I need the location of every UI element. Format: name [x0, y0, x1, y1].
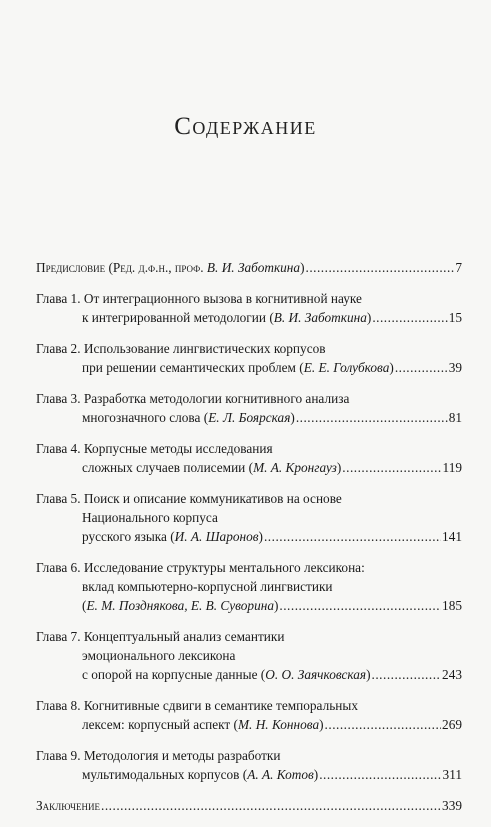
toc-entry-chapter-8: Глава 8. Когнитивные сдвиги в семантике темпоральных лексем: корпусный аспект (М. Н. Коннова) ..... 269: [36, 696, 462, 734]
leader-dots: [101, 796, 441, 815]
entry-title-line: Национального корпуса: [82, 510, 218, 525]
page-number: 119: [442, 460, 462, 475]
leader-dots: [296, 408, 448, 427]
entry-author: Е. Л. Боярская: [208, 410, 291, 425]
toc-entry-chapter-7: Глава 7. Концептуальный анализ семантики эмоционального лексикона с опорой на корпусные данные (О. О. Заячковская) ..... 243: [36, 627, 462, 684]
page-number: 243: [442, 667, 462, 682]
entry-title-line: Глава 4. Корпусные методы исследования: [36, 441, 273, 456]
entry-title-line: многозначного слова (: [82, 410, 209, 425]
toc-entry-conclusion: [36, 796, 462, 815]
entry-title-line: Глава 2. Использование лингвистических корпусов: [36, 341, 326, 356]
leader-dots: [319, 765, 441, 784]
entry-author: В. И. Заботкина: [206, 260, 301, 275]
page-number: 141: [442, 529, 462, 544]
entry-title-line: эмоционального лексикона: [82, 648, 236, 663]
entry-author: В. И. Заботкина: [273, 310, 367, 325]
toc-entry-chapter-5: Глава 5. Поиск и описание коммуникативов на основе Национального корпуса русского языка (И. А. Шаронов) ..... 141: [36, 489, 462, 546]
leader-dots: [342, 458, 441, 477]
page-number: 311: [442, 767, 462, 782]
entry-title-line: Глава 1. От интеграционного вызова в когнитивной науке: [36, 291, 362, 306]
toc-entry-chapter-1: Глава 1. От интеграционного вызова в когнитивной науке к интегрированной методологии (В. И. Заботкина) ..... 15: [36, 289, 462, 327]
toc-entry-chapter-2: Глава 2. Использование лингвистических корпусов при решении семантических проблем (Е. Е. Голубкова) ..... 39: [36, 339, 462, 377]
page-number: 81: [448, 410, 462, 425]
toc-entry-chapter-9: Глава 9. Методология и методы разработки мультимодальных корпусов (А. А. Котов) ..... 311: [36, 746, 462, 784]
leader-dots: [325, 715, 442, 734]
toc-entry-chapter-6: Глава 6. Исследование структуры ментального лексикона: вклад компьютерно-корпусной лингвистики (Е. М. Позднякова, Е. В. Суворина) ..... 185: [36, 558, 462, 615]
leader-dots: [306, 258, 455, 277]
entry-author: А. А. Котов: [247, 767, 314, 782]
entry-title-line: Глава 6. Исследование структуры ментального лексикона:: [36, 560, 365, 575]
entry-title-line: Глава 8. Когнитивные сдвиги в семантике темпоральных: [36, 698, 358, 713]
entry-title-line: при решении семантических проблем (: [82, 360, 304, 375]
leader-dots: [279, 596, 441, 615]
entry-author: Е. М. Позднякова, Е. В. Суворина: [86, 598, 274, 613]
entry-title-line: лексем: корпусный аспект (: [82, 717, 238, 732]
toc-entry-chapter-3: Глава 3. Разработка методологии когнитивного анализа многозначного слова (Е. Л. Боярская) ..... 81: [36, 389, 462, 427]
entry-author: М. Н. Коннова: [237, 717, 320, 732]
entry-title-line: Глава 7. Концептуальный анализ семантики: [36, 629, 285, 644]
page-number: 339: [442, 798, 462, 813]
entry-title-line: Глава 3. Разработка методологии когнитивного анализа: [36, 391, 350, 406]
table-of-contents: [36, 258, 462, 827]
page-number: 39: [448, 360, 462, 375]
entry-title-line: Глава 5. Поиск и описание коммуникативов на основе: [36, 491, 342, 506]
leader-dots: [372, 308, 447, 327]
page-number: 15: [448, 310, 462, 325]
entry-author: Е. Е. Голубкова: [303, 360, 390, 375]
toc-entry-chapter-4: Глава 4. Корпусные методы исследования сложных случаев полисемии (М. А. Кронгауз) ..... 119: [36, 439, 462, 477]
entry-title-line: к интегрированной методологии (: [82, 310, 274, 325]
entry-author: М. А. Кронгауз: [253, 460, 337, 475]
leader-dots: [264, 527, 441, 546]
entry-title-line: сложных случаев полисемии (: [82, 460, 254, 475]
leader-dots: [372, 665, 442, 684]
entry-label: Заключение: [36, 798, 101, 813]
entry-author: И. А. Шаронов: [174, 529, 259, 544]
toc-entry-preface: Предисловие (Ред. д.ф.н., проф. В. И. Заботкина) ..... 7: [36, 258, 462, 277]
leader-dots: [395, 358, 448, 377]
entry-title-line: с опорой на корпусные данные (: [82, 667, 266, 682]
page-number: 185: [442, 598, 462, 613]
page-number: 269: [442, 717, 462, 732]
entry-author: О. О. Заячковская: [265, 667, 367, 682]
entry-title-line: вклад компьютерно-корпусной лингвистики: [82, 579, 333, 594]
page-number: 7: [455, 260, 462, 275]
entry-label: Предисловие (Ред. д.ф.н., проф.: [36, 260, 207, 275]
entry-title-line: Глава 9. Методология и методы разработки: [36, 748, 281, 763]
page-title: Содержание: [174, 113, 317, 140]
entry-title-line: мультимодальных корпусов (: [82, 767, 248, 782]
entry-title-line: русского языка (: [82, 529, 175, 544]
